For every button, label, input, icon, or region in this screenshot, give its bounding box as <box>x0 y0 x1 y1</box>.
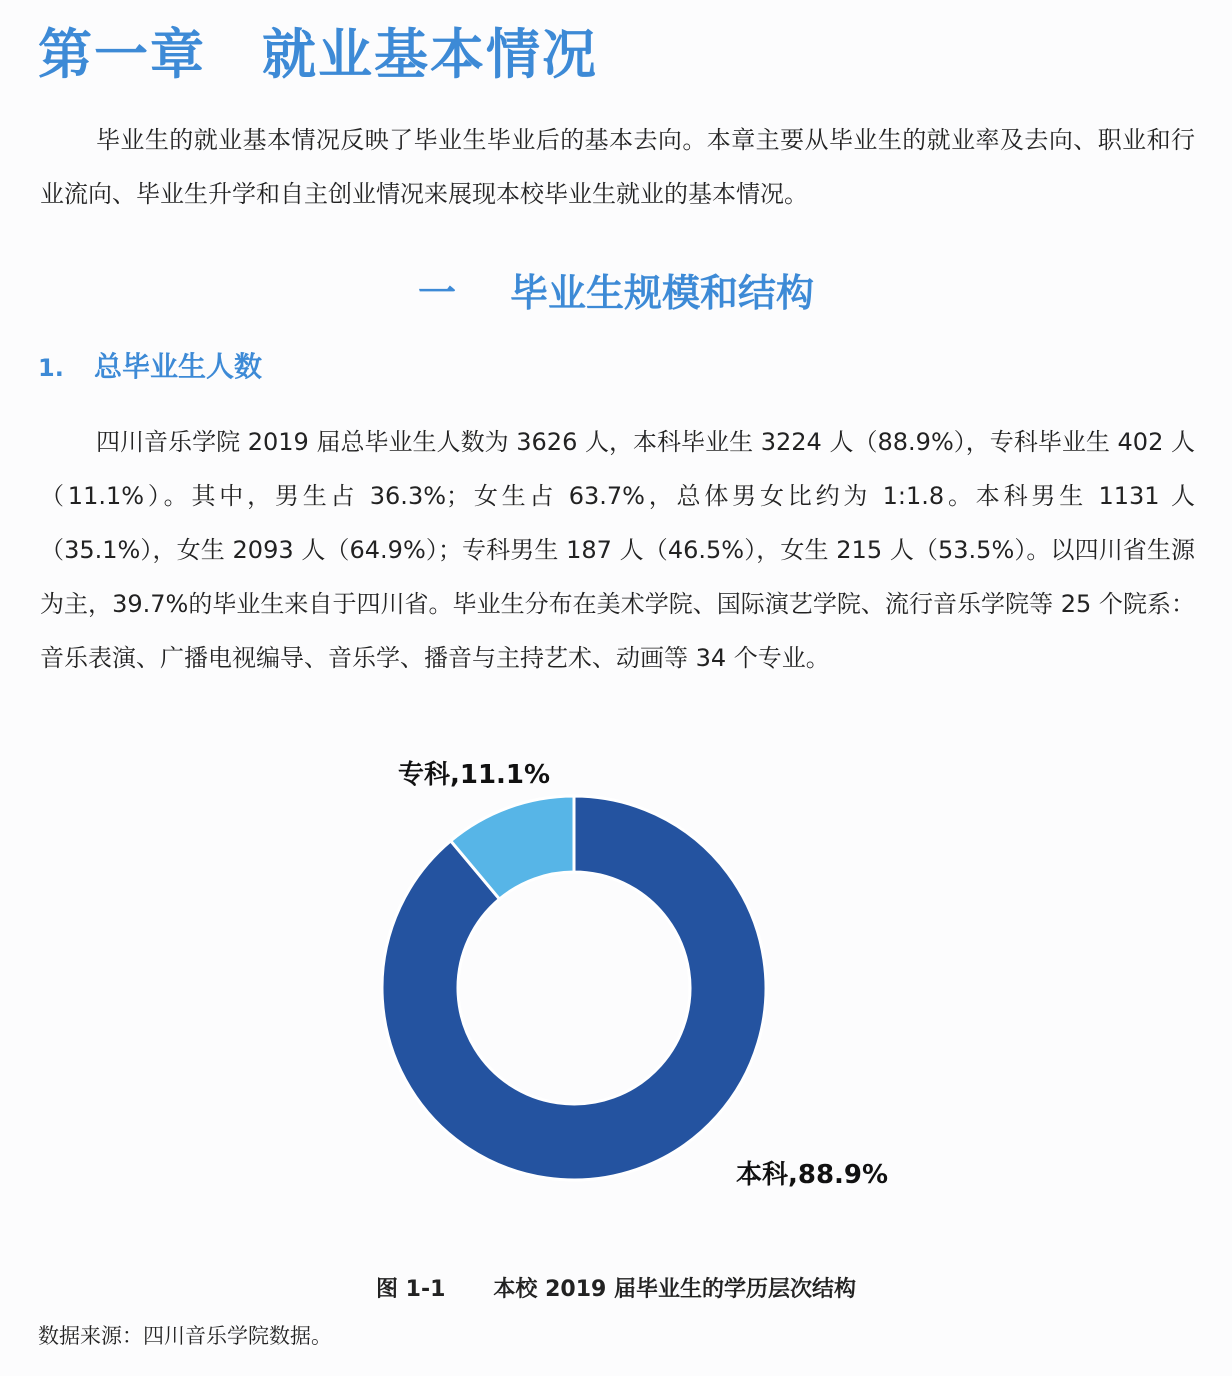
intro-paragraph: 毕业生的就业基本情况反映了毕业生毕业后的基本去向。本章主要从毕业生的就业率及去向、职业和行业流向、毕业生升学和自主创业情况来展现本校毕业生就业的基本情况。 <box>40 126 1195 208</box>
subsection-title: 总毕业生人数 <box>94 350 263 383</box>
figure-caption <box>0 1272 1232 1303</box>
section-title: 毕业生规模和结构 <box>509 271 814 315</box>
data-label-zhuanke: 专科,11.1% <box>398 760 551 790</box>
figure-number: 图 1-1 <box>376 1277 446 1302</box>
data-source-note: 数据来源：四川音乐学院数据。 <box>38 1324 332 1348</box>
subsection-heading <box>38 345 262 385</box>
donut-chart-svg <box>0 740 1232 1220</box>
donut-chart <box>0 740 1232 1220</box>
subsection-number: 1. <box>38 354 64 382</box>
data-label-benke: 本科,88.9% <box>736 1160 889 1190</box>
chapter-title: 第一章 就业基本情况 <box>38 23 598 86</box>
body-paragraph: 四川音乐学院 2019 届总毕业生人数为 3626 人，本科毕业生 3224 人（88.9%），专科毕业生 402 人（11.1%）。其中，男生占 36.3%；女生占 63.7%，总体男女比约为 1:1.8。本科男生 1131 人（35.1%），女生 2093 人（64.9%）；专科男生 187 人（46.5%），女生 215 人（53.5%）。以四川省生源为主，39.7%的毕业生来自于四川省。毕业生分布在美术学院、国际演艺学院、流行音乐学院等 25 个院系：音乐表演、广播电视编导、音乐学、播音与主持艺术、动画等 34 个专业。 <box>40 428 1195 672</box>
section-number: 一 <box>417 271 456 315</box>
figure-title: 本校 2019 届毕业生的学历层次结构 <box>493 1277 856 1302</box>
section-heading <box>0 262 1232 317</box>
